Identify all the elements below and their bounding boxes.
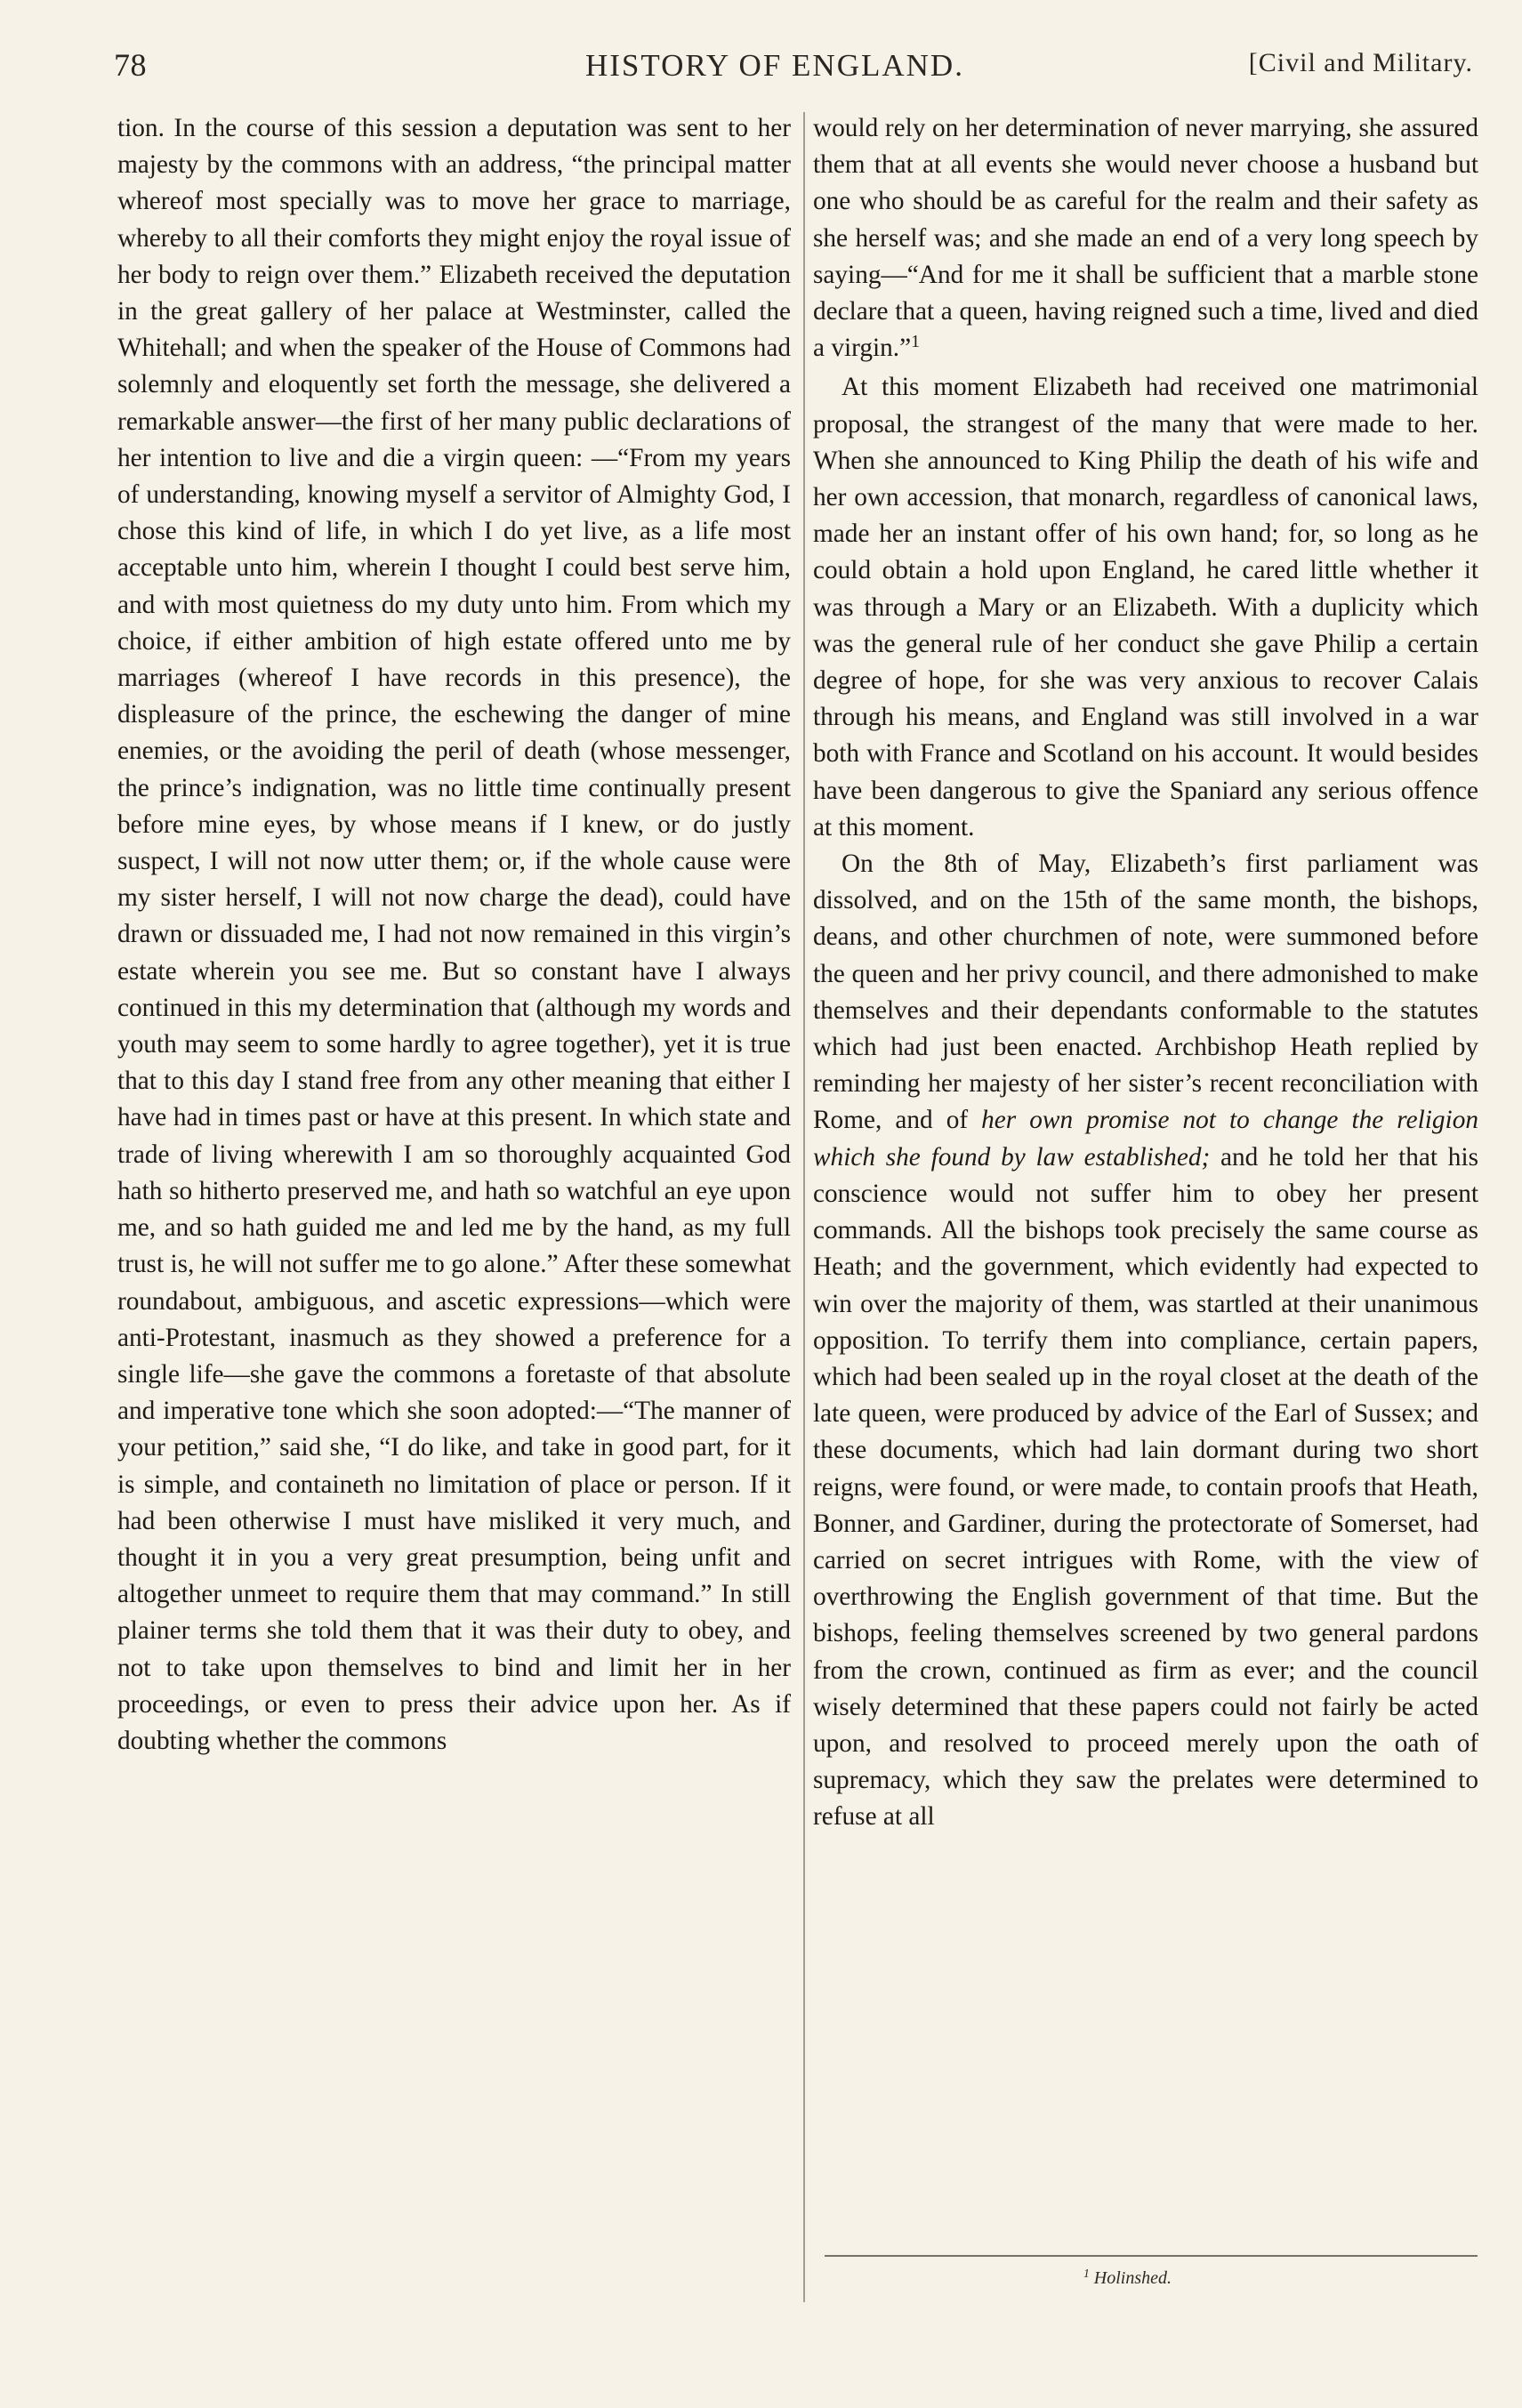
footnote-text: Holinshed. xyxy=(1093,2268,1172,2288)
footnote-marker: 1 xyxy=(1083,2267,1090,2281)
running-title: HISTORY OF ENGLAND. xyxy=(585,48,964,83)
right-paragraph-1-text: would rely on her determination of never marrying, she assured them that at all events she would never choose a husband but one who should be as careful for the realm and their safety as she herself was; and she made an end of a very long speech by saying—“And for me it shall be sufficient that a marble stone declare that a queen, having reigned such a time, lived and died a virgin.” xyxy=(813,114,1478,363)
left-column xyxy=(117,110,791,2299)
right-paragraph-3 xyxy=(813,846,1478,1835)
section-label: [Civil and Military. xyxy=(1248,48,1473,77)
footnote-reference: 1 xyxy=(911,332,921,352)
right-paragraph-2: At this moment Elizabeth had received one matrimonial proposal, the strangest of the many that were made to her. When she announced to King Philip the death of his wife and her own accession, that monarch, regardless of canonical laws, made her an instant offer of his own hand; for, so long as he could obtain a hold upon England, he cared little whether it was through a Mary or an Elizabeth. With a duplicity which was the general rule of her conduct she gave Philip a certain degree of hope, for she was very anxious to recover Calais through his means, and England was still involved in a war both with France and Scotland on his account. It would besides have been dangerous to give the Spaniard any serious offence at this moment. xyxy=(813,373,1478,842)
footnote-rule xyxy=(825,2255,1478,2257)
left-paragraph-1: tion. In the course of this session a deputation was sent to her majesty by the commons with an address, “the principal matter whereof most specially was to move her grace to marriage, whereby to all their comforts they might enjoy the royal issue of her body to reign over them.” Elizabeth received the deputation in the great gallery of her palace at Westminster, called the Whitehall; and when the speaker of the House of Commons had solemnly and eloquently set forth the message, she delivered a remarkable answer—the first of her many public declarations of her intention to live and die a virgin queen: —“From my years of understanding, knowing myself a servitor of Almighty God, I chose this kind of life, in which I do yet live, as a life most acceptable unto him, wherein I thought I could best serve him, and with most quietness do my duty unto him. From which my choice, if either ambition of high estate offered unto me by marriages (whereof I have records in this presence), the displeasure of the prince, the eschewing the danger of mine enemies, or the avoiding the peril of death (whose messenger, the prince’s indignation, was no little time continually present before mine eyes, by whose means if I knew, or do justly suspect, I will not now utter them; or, if the whole cause were my sister herself, I will not now charge the dead), could have drawn or dissuaded me, I had not now remained in this virgin’s estate wherein you see me. But so constant have I always continued in this my determination that (although my words and youth may seem to some hardly to agree together), yet it is true that to this day I stand free from any other meaning that either I have had in times past or have at this present. In which state and trade of living wherewith I am so thoroughly acquainted God hath so hitherto preserved me, and hath so watchful an eye upon me, and so hath guided me and led me by the hand, as my full trust is, he will not suffer me to go alone.” After these somewhat roundabout, ambiguous, and ascetic expressions—which were anti-Protestant, inasmuch as they showed a preference for a single life—she gave the commons a foretaste of that absolute and imperative tone which she soon adopted:—“The manner of your petition,” said she, “I do like, and take in good part, for it is simple, and containeth no limitation of place or person. If it had been otherwise I must have misliked it very much, and thought it in you a very great presumption, being unfit and altogether unmeet to require them that may command.” In still plainer terms she told them that it was their duty to obey, and not to take upon themselves to bind and limit her in her proceedings, or even to press their advice upon her. As if doubting whether the commons xyxy=(117,114,791,1755)
page-number: 78 xyxy=(114,47,147,83)
right-column xyxy=(813,110,1478,2299)
column-divider xyxy=(803,112,805,2302)
right-paragraph-1 xyxy=(813,110,1478,369)
right-paragraph-3-rest: and he told her that his conscience would not suffer him to obey her present commands. All the bishops took precisely the same course as Heath; and the government, which evidently had expected to win over the majority of them, was startled at their unanimous opposition. To terrify them into compliance, certain papers, which had been sealed up in the royal closet at the death of the late queen, were produced by advice of the Earl of Sussex; and these documents, which had lain dormant during two short reigns, were found, or were made, to contain proofs that Heath, Bonner, and Gardiner, during the protectorate of Somerset, had carried on secret intrigues with Rome, with the view of overthrowing the English government of that time. But the bishops, feeling themselves screened by two general pardons from the crown, continued as firm as ever; and the council wisely determined that these papers could not fairly be acted upon, and resolved to proceed merely upon the oath of supremacy, which they saw the prelates were determined to refuse at all xyxy=(813,1142,1478,1832)
right-paragraph-3-intro: On the 8th of May, Elizabeth’s first parliament was dissolved, and on the 15th of the same month, the bishops, deans, and other churchmen of note, were summoned before the queen and her privy council, and there admonished to make themselves and their dependants conformable to the statutes which had just been enacted. Archbishop Heath replied by reminding her majesty of her sister’s recent reconciliation with Rome, and of xyxy=(813,850,1478,1135)
page-header xyxy=(114,46,1473,96)
italic-quotation: her own promise not to change the religion which she found by law established; xyxy=(813,1106,1478,1172)
footnote xyxy=(1083,2268,1172,2289)
